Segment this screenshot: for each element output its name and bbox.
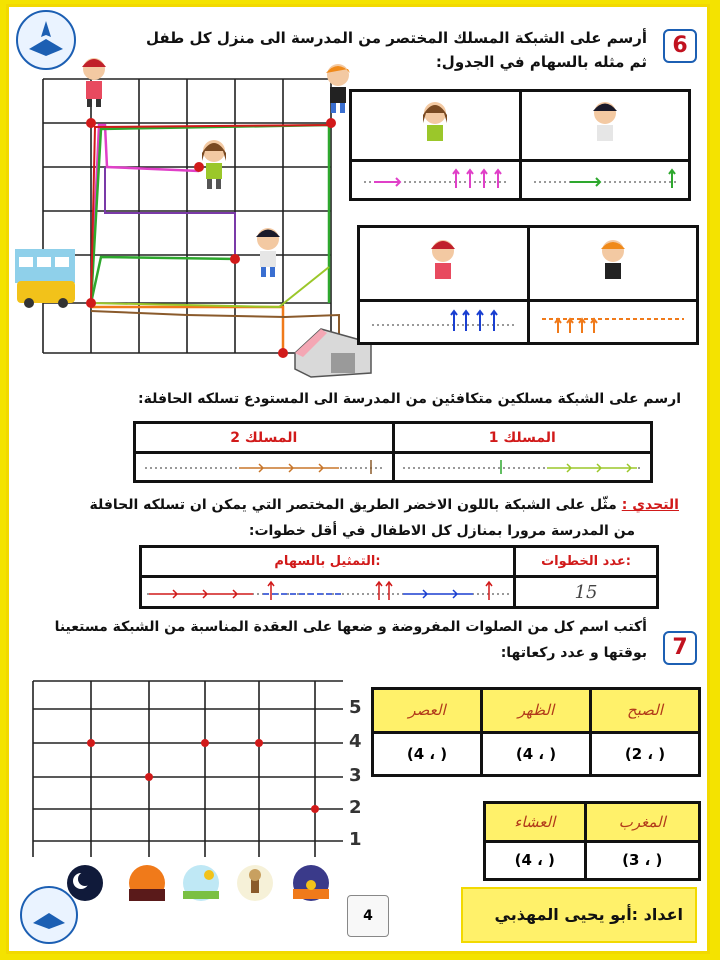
challenge-table [139,545,659,609]
sunset-icon [125,863,169,907]
cell-kid-girl [351,91,521,161]
cell-arrows-green[interactable] [520,161,690,200]
page-number-box [347,895,389,937]
worksheet-page [6,4,710,954]
cell-arrows-pink[interactable] [351,161,521,200]
prayer-isha-pair[interactable] [485,841,586,880]
cell-arrows-orange[interactable] [528,301,698,344]
maghrib-pair-text: (3 ، ) [622,851,663,870]
school-bus-icon [13,247,79,313]
prayer-grid [23,673,343,863]
challenge-label: التحدي : [621,497,679,513]
q6-instruction-line1: أرسم على الشبكة المسلك المختصر من المدرسة الى منزل كل طفل [146,29,647,47]
q7-instruction-line2: بوقتها و عدد ركعاتها: [500,645,647,661]
prayer-maghrib-pair[interactable] [585,841,699,880]
prayer-fajr-pair[interactable] [591,732,700,776]
author: اعداد :أبو يحيى المهذبي [494,905,683,924]
prayer-table-top [371,687,701,777]
q7-instruction-line1: أكتب اسم كل من الصلوات المفروضة و ضعها على العقدة المناسبة من الشبكة مستعينا [54,619,647,635]
arrows-header: التمثيل بالسهام: [141,547,515,577]
prayer-asr-name[interactable]: العصر [373,689,482,733]
kid-brown-hair-girl [197,137,231,193]
path1-header: المسلك 1 [393,423,652,453]
y-label-5: 5 [349,697,362,718]
footer-logo [19,885,79,945]
kid-red-hat [77,55,111,111]
steps-value[interactable] [515,577,658,608]
cell-kid-black [520,91,690,161]
steps-header: عدد الخطوات: [515,547,658,577]
prayer-asr-pair[interactable] [373,732,482,776]
cell-kid-orange [528,227,698,301]
fajr-pair-text: (2 ، ) [624,744,666,763]
afternoon-icon [179,863,223,907]
grid-lines [43,79,331,353]
challenge-line2: من المدرسة مرورا بمنازل كل الاطفال في أقل خطوات: [248,523,635,539]
q6-instruction-line2: ثم مثله بالسهام في الجدول: [435,53,647,71]
dhuhr-pair-text: (4 ، ) [515,744,557,763]
equivalent-paths-table [133,421,653,483]
challenge-arrows[interactable] [141,577,515,608]
arrow-table-top [349,89,691,201]
noon-icon [233,863,277,907]
question-6-number: 6 [663,29,697,63]
path2-arrows[interactable] [135,453,394,482]
challenge-text1: مثّل على الشبكة باللون الاخضر الطريق المختصر التي يمكن ان تسلكه الحافلة [89,497,617,513]
challenge-line1 [90,497,679,513]
path-yellowgreen [89,267,329,307]
page-number: 4 [363,908,373,924]
y-label-2: 2 [349,797,362,818]
y-label-1: 1 [349,829,362,850]
prayer-dhuhr-pair[interactable] [482,732,591,776]
question-7-number: 7 [663,631,697,665]
part2-instruction: ارسم على الشبكة مسلكين متكافئين من المدرسة الى المستودع تسلكه الحافلة: [138,391,681,407]
isha-pair-text: (4 ، ) [514,851,555,870]
logo [15,9,77,71]
asr-pair-text: (4 ، ) [406,744,448,763]
prayer-fajr-name[interactable]: الصبح [591,689,700,733]
y-label-4: 4 [349,731,362,752]
dawn-icon [289,863,333,907]
prayer-dhuhr-name[interactable]: الظهر [482,689,591,733]
route-grid [9,67,359,367]
prayer-isha-name[interactable]: العشاء [485,803,586,842]
path1-arrows[interactable] [393,453,652,482]
cell-arrows-blue[interactable] [359,301,529,344]
arrow-table-bottom [357,225,699,345]
steps-number: 15 [574,581,598,603]
path2-header: المسلك 2 [135,423,394,453]
y-label-3: 3 [349,765,362,786]
cell-kid-red-hat [359,227,529,301]
kid-black-hair [251,225,285,281]
path-green-2 [91,257,237,303]
prayer-table-bottom [483,801,701,881]
prayer-maghrib-name[interactable]: المغرب [585,803,699,842]
